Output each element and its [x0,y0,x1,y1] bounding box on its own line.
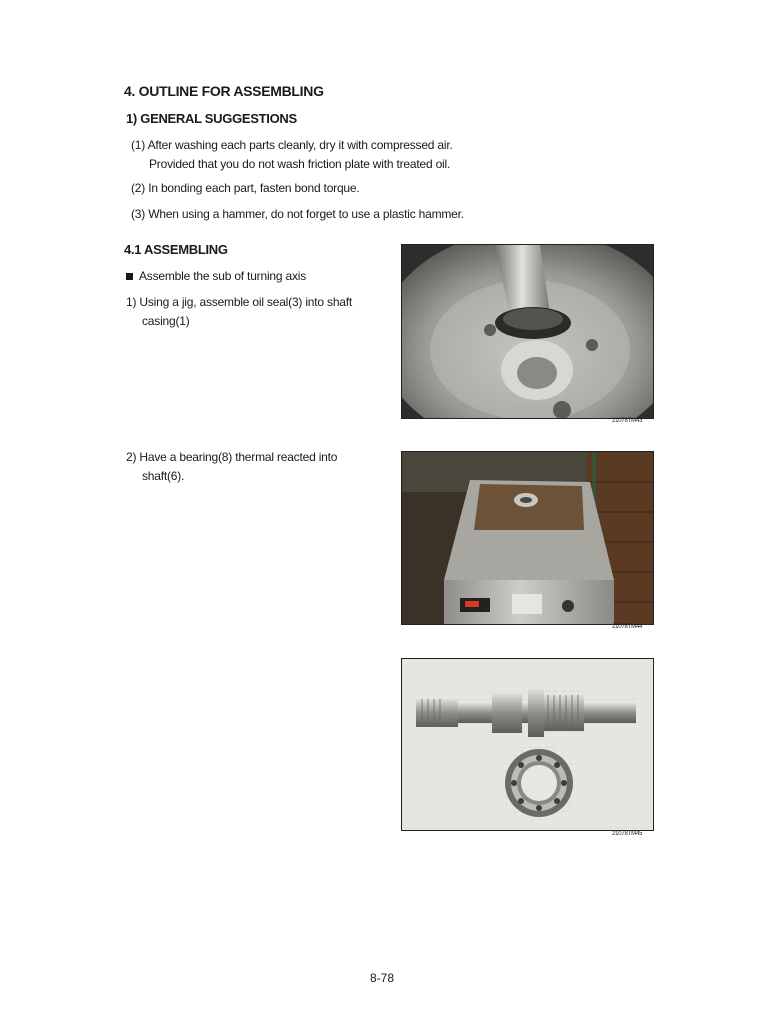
general-suggestions-heading: 1) GENERAL SUGGESTIONS [126,111,297,126]
figure-caption-1: 21078TM43 [612,418,643,424]
suggestion-1-number: (1) [131,138,146,152]
figure-caption-2: 21078TM44 [612,624,643,630]
square-bullet-icon [126,273,133,280]
step-1-continued: casing(1) [142,314,190,328]
suggestion-1-text: After washing each parts cleanly, dry it with compressed air. [147,138,453,152]
suggestion-2-number: (2) [131,181,146,195]
photo-shaft-bearing [401,658,654,831]
assemble-bullet-text: Assemble the sub of turning axis [139,269,307,283]
suggestion-3 [131,205,491,224]
photo-heater [401,451,654,625]
section-title: 4. OUTLINE FOR ASSEMBLING [124,83,324,99]
suggestion-3-text: When using a hammer, do not forget to use a plastic hammer. [148,207,464,221]
step-2: 2) Have a bearing(8) thermal reacted into [126,450,338,464]
assemble-bullet [126,267,306,286]
step-1: 1) Using a jig, assemble oil seal(3) into shaft [126,295,353,309]
figure-caption-3: 21078TM45 [612,831,643,837]
suggestion-2 [131,179,491,198]
suggestion-1 [131,136,491,155]
step-2-continued: shaft(6). [142,469,185,483]
suggestion-1-continued: Provided that you do not wash friction plate with treated oil. [149,157,451,171]
photo-shaft-casing [401,244,654,419]
page-number: 8-78 [370,971,395,985]
assembling-heading: 4.1 ASSEMBLING [124,242,228,257]
suggestion-3-number: (3) [131,207,146,221]
suggestion-2-text: In bonding each part, fasten bond torque. [148,181,360,195]
